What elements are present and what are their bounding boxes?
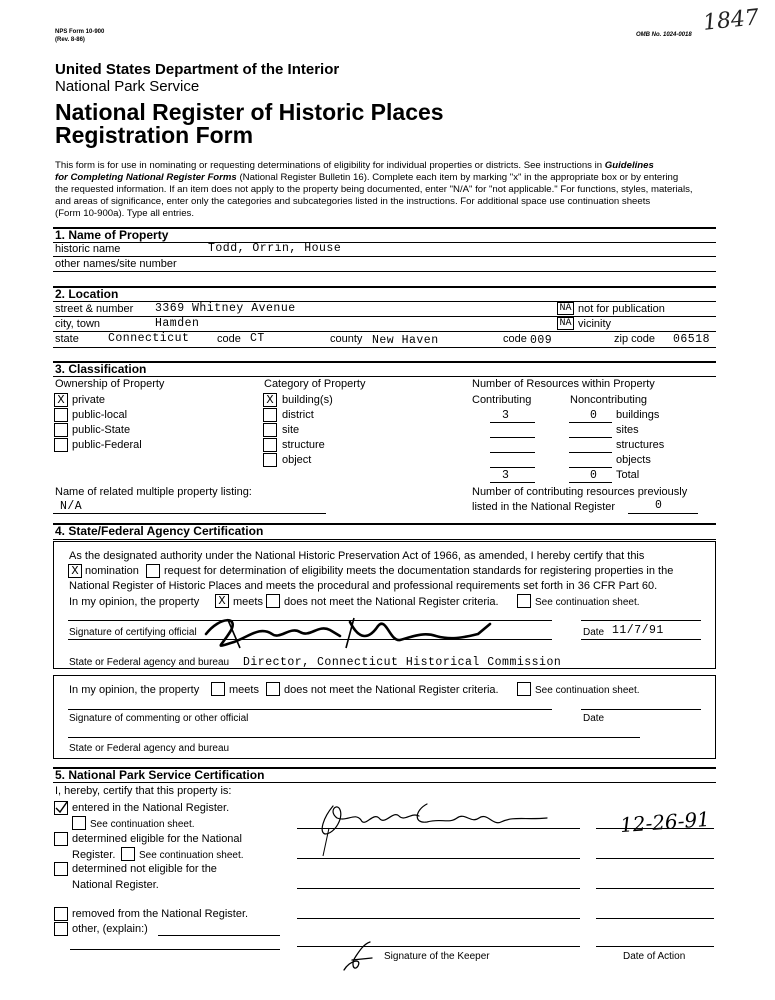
form-revision: (Rev. 8-86) [55,37,85,43]
agency-bureau-value[interactable]: Director, Connecticut Historical Commission [243,656,562,669]
keeper-signature-label: Signature of the Keeper [384,951,490,962]
does-not-meet-label: does not meet the National Register criteria. [284,596,499,608]
noncontributing-buildings-value[interactable]: 0 [590,409,598,422]
action-date-handwritten: 12-26-91 [619,806,711,838]
not-for-publication-checkbox[interactable]: NA [557,302,574,315]
category-structure-label: structure [282,439,325,451]
continuation-sheet-label: See continuation sheet. [535,597,640,608]
determined-not-eligible-label-line2: National Register. [72,879,159,891]
continuation-sheet2-label: See continuation sheet. [535,685,640,696]
agency-bureau-label: State or Federal agency and bureau [69,657,230,668]
county-label: county [330,333,363,345]
keeper-initials-mark [340,940,380,974]
entered-label: entered in the National Register. [72,802,230,814]
department-name: United States Department of the Interior [55,61,340,78]
category-district-label: district [282,409,314,421]
state-code-label: code [217,333,241,345]
eligible-continuation-label: See continuation sheet. [139,850,244,861]
meets2-label: meets [229,684,259,696]
resource-buildings-label: buildings [616,409,660,421]
county-code-label: code [503,333,527,345]
category-buildings-label: building(s) [282,394,333,406]
related-listing-value[interactable]: N/A [60,500,83,513]
certifying-signature-label: Signature of certifying official [69,627,197,638]
meets2-checkbox[interactable] [211,682,225,696]
certifying-official-signature [200,612,500,652]
certifying-date-value[interactable]: 11/7/91 [612,624,664,637]
related-listing-label: Name of related multiple property listing: [55,486,252,498]
zip-value[interactable]: 06518 [673,333,711,346]
section1-heading: 1. Name of Property [55,228,169,242]
request-determination-checkbox[interactable] [146,564,160,578]
entered-continuation-checkbox[interactable] [72,816,86,830]
street-label: street & number [55,303,134,315]
ownership-public-federal-checkbox[interactable] [54,438,68,452]
certifying-date-label: Date [583,627,605,638]
other-names-label: other names/site number [55,258,177,270]
resources-heading: Number of Resources within Property [472,378,655,390]
instructions-paragraph: This form is for use in nominating or requesting determinations of eligibility for individual properties or districts. See instructions in Guidelines for Completing National Register Forms (National Register Bulletin 16). Complete each item by marking "x" in the appropriate box or by entering the requested information. If an item does not apply to the property being documented, enter "N/A" for "not applicable." For functions, styles, materials, and areas of significance, enter only the categories and subcategories listed in the instructions. For additional space use continuation sheets (Form 10-900a). Type all entries. [55,160,693,219]
previously-listed-label-line2: listed in the National Register [472,501,616,513]
eligible-continuation-checkbox[interactable] [121,847,135,861]
nomination-checkbox[interactable]: X [68,564,82,578]
other-checkbox[interactable] [54,922,68,936]
category-site-checkbox[interactable] [263,423,277,437]
historic-name-value[interactable]: Todd, Orrin, House [208,242,342,255]
ownership-private-label: private [72,394,106,406]
street-value[interactable]: 3369 Whitney Avenue [155,302,296,315]
meets-checkbox[interactable]: X [215,594,229,608]
category-buildings-checkbox[interactable]: X [263,393,277,407]
ownership-public-local-label: public-local [72,409,128,421]
category-site-label: site [282,424,300,436]
other-label: other, (explain:) [72,923,148,935]
noncontributing-heading: Noncontributing [570,394,648,406]
opinion-label: In my opinion, the property [69,596,200,608]
certification-text-line2: request for determination of eligibility meets the documentation standards for registering properties in the [164,565,674,577]
form-number: NPS Form 10-900 [55,29,105,35]
nps-cert-intro: I, hereby, certify that this property is: [55,785,232,797]
ownership-public-state-label: public-State [72,424,131,436]
county-code-value[interactable]: 009 [530,334,553,347]
agency-name: National Park Service [55,78,200,95]
ownership-heading: Ownership of Property [55,378,165,390]
ownership-public-local-checkbox[interactable] [54,408,68,422]
section5-heading: 5. National Park Service Certification [55,768,265,782]
determined-eligible-label-line2: Register. [72,849,116,861]
form-title-line1: National Register of Historic Places [55,99,444,125]
corner-handwriting: 1847 [701,5,761,36]
state-label: state [55,333,79,345]
contributing-heading: Contributing [472,394,532,406]
form-title-line2: Registration Form [55,122,254,148]
section4-heading: 4. State/Federal Agency Certification [55,524,264,538]
does-not-meet-checkbox[interactable] [266,594,280,608]
meets-label: meets [233,596,263,608]
vicinity-checkbox[interactable]: NA [557,317,574,330]
category-object-checkbox[interactable] [263,453,277,467]
determined-eligible-label-line1: determined eligible for the National [72,833,242,845]
state-value[interactable]: Connecticut [108,332,190,345]
certification-text-line1: As the designated authority under the National Historic Preservation Act of 1966, as amended, I hereby certify that this [69,550,645,562]
ownership-public-state-checkbox[interactable] [54,423,68,437]
removed-checkbox[interactable] [54,907,68,921]
removed-label: removed from the National Register. [72,908,249,920]
determined-eligible-checkbox[interactable] [54,832,68,846]
state-code-value[interactable]: CT [250,332,265,345]
noncontributing-total-value[interactable]: 0 [590,469,598,482]
vicinity-label: vicinity [578,318,612,330]
determined-not-eligible-checkbox[interactable] [54,862,68,876]
nomination-label: nomination [85,565,139,577]
resource-structures-label: structures [616,439,665,451]
resource-total-label: Total [616,469,640,481]
category-object-label: object [282,454,312,466]
entered-continuation-label: See continuation sheet. [90,819,195,830]
city-label: city, town [55,318,101,330]
certification-text-line3: National Register of Historic Places and meets the procedural and professional requirements set forth in 36 CFR Part 60. [69,580,658,592]
contributing-total-value[interactable]: 3 [502,469,510,482]
omb-number: OMB No. 1024-0018 [636,32,692,38]
commenting-date-label: Date [583,713,605,724]
determined-not-eligible-label-line1: determined not eligible for the [72,863,217,875]
commenting-signature-label: Signature of commenting or other official [69,713,249,724]
section2-heading: 2. Location [55,287,119,301]
continuation-sheet-checkbox[interactable] [517,594,531,608]
not-for-publication-label: not for publication [578,303,665,315]
ownership-public-federal-label: public-Federal [72,439,142,451]
category-structure-checkbox[interactable] [263,438,277,452]
opinion2-label: In my opinion, the property [69,684,200,696]
resource-sites-label: sites [616,424,639,436]
agency-bureau2-label: State or Federal agency and bureau [69,743,230,754]
continuation-sheet2-checkbox[interactable] [517,682,531,696]
section3-heading: 3. Classification [55,362,147,376]
category-heading: Category of Property [264,378,366,390]
zip-label: zip code [614,333,655,345]
keeper-signature [315,798,555,860]
county-value[interactable]: New Haven [372,334,439,347]
category-district-checkbox[interactable] [263,408,277,422]
entered-checkbox[interactable] [54,801,68,815]
does-not-meet2-label: does not meet the National Register criteria. [284,684,499,696]
date-of-action-label: Date of Action [623,951,686,962]
historic-name-label: historic name [55,243,121,255]
resource-objects-label: objects [616,454,651,466]
previously-listed-label-line1: Number of contributing resources previously [472,486,688,498]
does-not-meet2-checkbox[interactable] [266,682,280,696]
previously-listed-value[interactable]: 0 [655,499,663,512]
ownership-private-checkbox[interactable]: X [54,393,68,407]
contributing-buildings-value[interactable]: 3 [502,409,510,422]
city-value[interactable]: Hamden [155,317,200,330]
